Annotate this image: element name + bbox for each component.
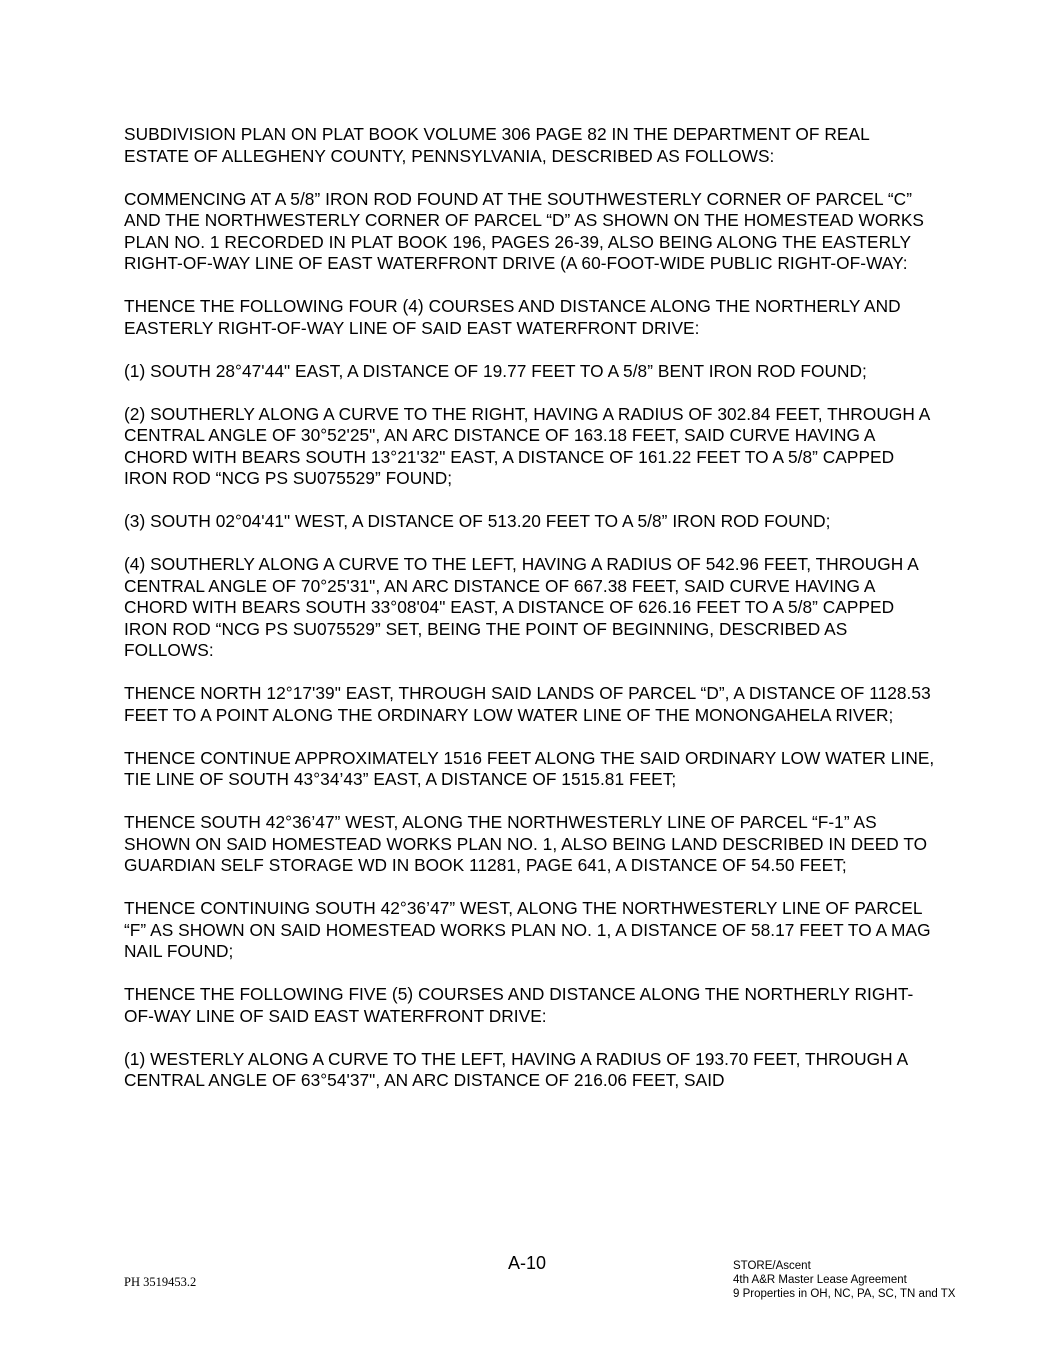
paragraph-five-courses-intro: THENCE THE FOLLOWING FIVE (5) COURSES AND DISTANCE ALONG THE NORTHERLY RIGHT-OF-WAY LINE OF SAID EAST WATERFRONT DRIVE: <box>124 984 914 1026</box>
document-id: PH 3519453.2 <box>124 1275 197 1289</box>
paragraph-subdivision-plan: SUBDIVISION PLAN ON PLAT BOOK VOLUME 306 PAGE 82 IN THE DEPARTMENT OF REAL ESTATE OF ALLEGHENY COUNTY, PENNSYLVANIA, DESCRIBED AS FOLLOWS: <box>124 124 870 166</box>
paragraph-thence-continuing-south: THENCE CONTINUING SOUTH 42°36’47” WEST, ALONG THE NORTHWESTERLY LINE OF PARCEL “F” AS SHOWN ON SAID HOMESTEAD WORKS PLAN NO. 1, A DISTANCE OF 58.17 FEET TO A MAG NAIL FOUND; <box>124 898 931 961</box>
paragraph-course-3: (3) SOUTH 02°04'41" WEST, A DISTANCE OF 513.20 FEET TO A 5/8” IRON ROD FOUND; <box>124 511 831 531</box>
paragraph-thence-south-f1: THENCE SOUTH 42°36’47” WEST, ALONG THE NORTHWESTERLY LINE OF PARCEL “F-1” AS SHOWN ON SAID HOMESTEAD WORKS PLAN NO. 1, ALSO BEING LAND DESCRIBED IN DEED TO GUARDIAN SELF STORAGE WD IN BOOK 11281, PAGE 641, A DISTANCE OF 54.50 FEET; <box>124 812 928 875</box>
paragraph-thence-north: THENCE NORTH 12°17'39" EAST, THROUGH SAID LANDS OF PARCEL “D”, A DISTANCE OF 1128.53 FEET TO A POINT ALONG THE ORDINARY LOW WATER LINE OF THE MONONGAHELA RIVER; <box>124 683 931 725</box>
paragraph-thence-continue: THENCE CONTINUE APPROXIMATELY 1516 FEET ALONG THE SAID ORDINARY LOW WATER LINE, TIE LINE OF SOUTH 43°34’43” EAST, A DISTANCE OF 1515.81 FEET; <box>124 747 935 789</box>
paragraph-commencing: COMMENCING AT A 5/8” IRON ROD FOUND AT THE SOUTHWESTERLY CORNER OF PARCEL “C” AND THE NORTHWESTERLY CORNER OF PARCEL “D” AS SHOWN ON THE HOMESTEAD WORKS PLAN NO. 1 RECORDED IN PLAT BOOK 196, PAGES 26-39, ALSO BEING ALONG THE EASTERLY RIGHT-OF-WAY LINE OF EAST WATERFRONT DRIVE (A 60-FOOT-WIDE PUBLIC RIGHT-OF-WAY: <box>124 188 925 273</box>
page-number: A-10 <box>508 1253 547 1273</box>
paragraph-westerly-course-1: (1) WESTERLY ALONG A CURVE TO THE LEFT, HAVING A RADIUS OF 193.70 FEET, THROUGH A CENTRAL ANGLE OF 63°54'37", AN ARC DISTANCE OF 216.06 FEET, SAID <box>124 1048 908 1090</box>
footer-line-agreement: 4th A&R Master Lease Agreement <box>733 1274 907 1286</box>
paragraph-four-courses-intro: THENCE THE FOLLOWING FOUR (4) COURSES AND DISTANCE ALONG THE NORTHERLY AND EASTERLY RIGHT-OF-WAY LINE OF SAID EAST WATERFRONT DRIVE: <box>124 296 901 338</box>
legal-description <box>124 124 936 1113</box>
paragraph-course-4: (4) SOUTHERLY ALONG A CURVE TO THE LEFT, HAVING A RADIUS OF 542.96 FEET, THROUGH A CENTRAL ANGLE OF 70°25'31", AN ARC DISTANCE OF 667.38 FEET, SAID CURVE HAVING A CHORD WITH BEARS SOUTH 33°08'04" EAST, A DISTANCE OF 626.16 FEET TO A 5/8” CAPPED IRON ROD “NCG PS SU075529” SET, BEING THE POINT OF BEGINNING, DESCRIBED AS FOLLOWS: <box>124 554 918 660</box>
paragraph-course-1: (1) SOUTH 28°47'44" EAST, A DISTANCE OF 19.77 FEET TO A 5/8” BENT IRON ROD FOUND; <box>124 360 867 381</box>
footer-line-properties: 9 Properties in OH, NC, PA, SC, TN and TX <box>733 1288 956 1300</box>
footer-line-party: STORE/Ascent <box>733 1260 811 1272</box>
footer-agreement-info <box>733 1259 955 1301</box>
paragraph-course-2: (2) SOUTHERLY ALONG A CURVE TO THE RIGHT, HAVING A RADIUS OF 302.84 FEET, THROUGH A CENTRAL ANGLE OF 30°52'25", AN ARC DISTANCE OF 163.18 FEET, SAID CURVE HAVING A CHORD WITH BEARS SOUTH 13°21'32" EAST, A DISTANCE OF 161.22 FEET TO A 5/8” CAPPED IRON ROD “NCG PS SU075529” FOUND; <box>124 403 930 488</box>
